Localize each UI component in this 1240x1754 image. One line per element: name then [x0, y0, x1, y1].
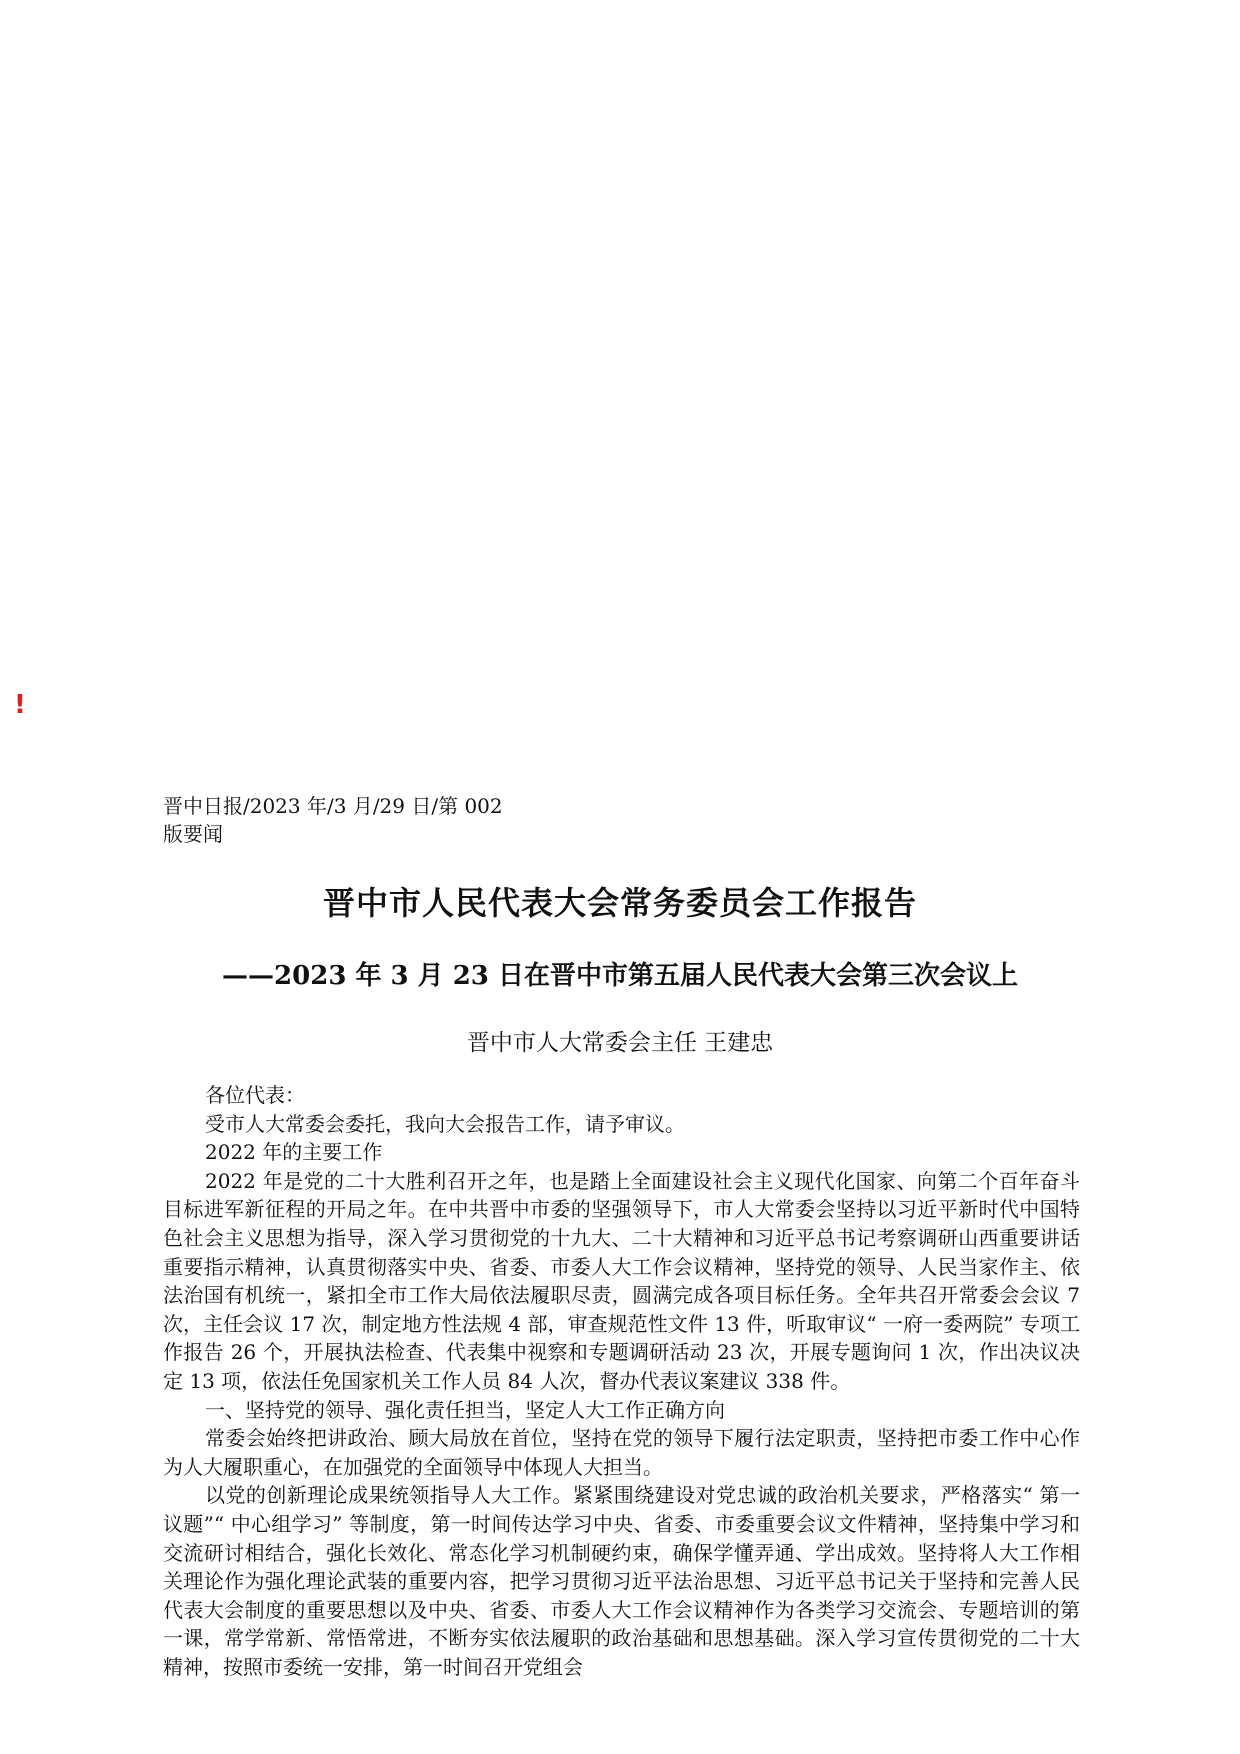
paragraph-section-one-intro: 常委会始终把讲政治、顾大局放在首位，坚持在党的领导下履行法定职责，坚持把市委工作中心作为人大履职重心，在加强党的全面领导中体现人大担当。: [163, 1426, 1080, 1479]
paragraph-overview: 2022 年是党的二十大胜利召开之年，也是踏上全面建设社会主义现代化国家、向第二个百年奋斗目标进军新征程的开局之年。在中共晋中市委的坚强领导下，市人大常委会坚持以习近平新时代中国特色社会主义思想为指导，深入学习贯彻党的十九大、二十大精神和习近平总书记考察调研山西重要讲话重要指示精神，认真贯彻落实中央、省委、市委人大工作会议精神，坚持党的领导、人民当家作主、依法治国有机统一，紧扣全市工作大局依法履职尽责，圆满完成各项目标任务。全年共召开常委会会议 7 次，主任会议 17 次，制定地方性法规 4 部，审查规范性文件 13 件，听取审议“ 一府一委两院” 专项工作报告 26 个，开展执法检查、代表集中视察和专题调研活动 23 次，开展专题询问 1 次，作出决议决定 13 项，依法任免国家机关工作人员 84 人次，督办代表议案建议 338 件。: [163, 1168, 1080, 1393]
document-body: [163, 1081, 1080, 1681]
source-line-2: 版要闻: [163, 822, 223, 846]
paragraph-intro: 受市人大常委会委托，我向大会报告工作，请予审议。: [205, 1111, 685, 1136]
paragraph-salutation: 各位代表：: [205, 1083, 305, 1107]
source-line-1: 晋中日报/2023 年/3 月/29 日/第 002: [163, 794, 503, 818]
source-line: [163, 792, 503, 848]
section-heading-one: 一、坚持党的领导、强化责任担当，坚定人大工作正确方向: [205, 1397, 725, 1422]
document-subtitle: ——2023 年 3 月 23 日在晋中市第五届人民代表大会第三次会议上: [222, 961, 1018, 991]
document-title: 晋中市人民代表大会常务委员会工作报告: [322, 884, 917, 922]
alert-mark: !: [14, 690, 26, 720]
document-author: 晋中市人大常委会主任 王建忠: [466, 1030, 774, 1056]
section-heading-main-work: 2022 年的主要工作: [205, 1140, 383, 1165]
paragraph-theory-guidance: 以党的创新理论成果统领指导人大工作。紧紧围绕建设对党忠诚的政治机关要求，严格落实“ 第一议题”“ 中心组学习” 等制度，第一时间传达学习中央、省委、市委重要会议文件精神，坚持集中学习和交流研讨相结合，强化长效化、常态化学习机制硬约束，确保学懂弄通、学出成效。坚持将人大工作相关理论作为强化理论武装的重要内容，把学习贯彻习近平法治思想、习近平总书记关于坚持和完善人民代表大会制度的重要思想以及中央、省委、市委人大工作会议精神作为各类学习交流会、专题培训的第一课，常学常新、常悟常进，不断夯实依法履职的政治基础和思想基础。深入学习宣传贯彻党的二十大精神，按照市委统一安排，第一时间召开党组会: [163, 1483, 1080, 1679]
